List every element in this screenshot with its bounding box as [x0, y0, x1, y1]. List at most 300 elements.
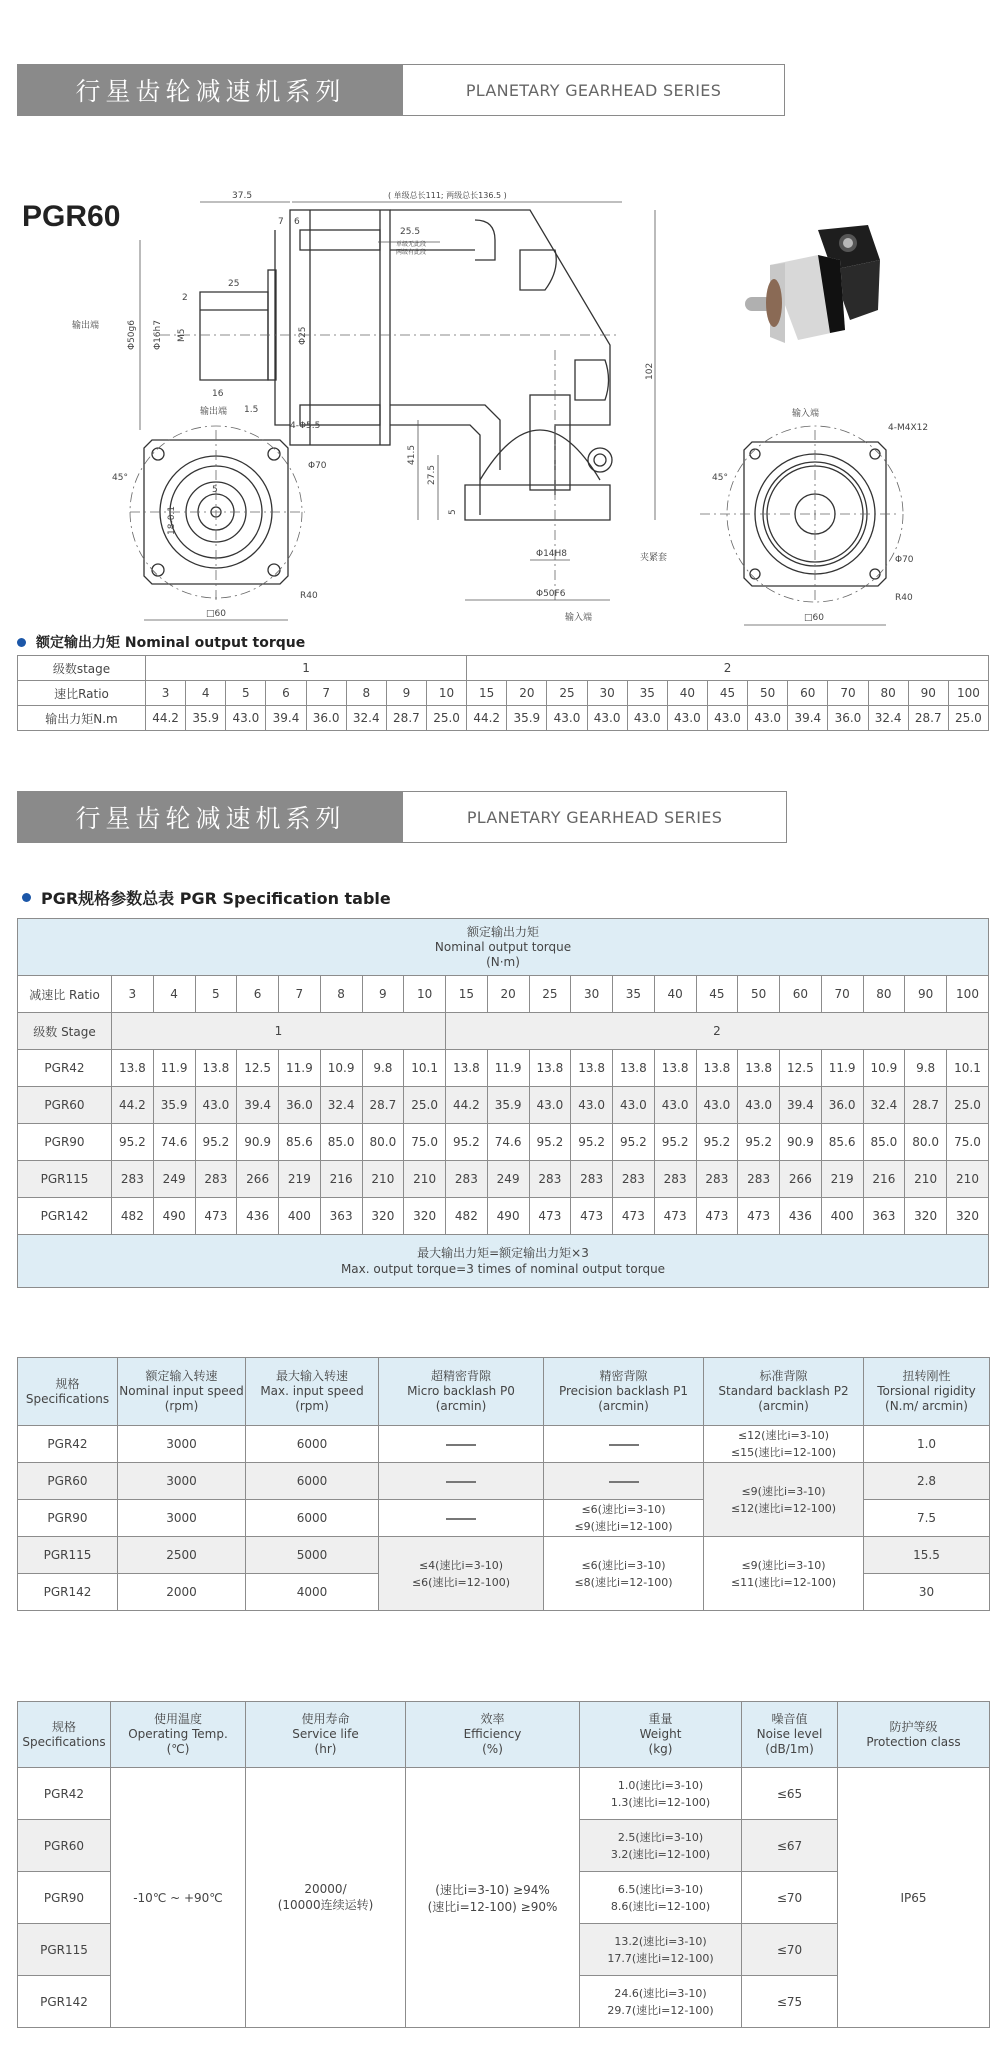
torque-cell: 320 — [404, 1198, 446, 1235]
torque-cell: 43.0 — [529, 1087, 571, 1124]
nominal-speed: 3000 — [118, 1426, 246, 1463]
header-cn: 使用温度 — [153, 1712, 202, 1726]
noise: ≤65 — [742, 1768, 838, 1820]
nominal-speed: 3000 — [118, 1500, 246, 1537]
torque-cell: 25.0 — [426, 706, 466, 731]
column-header — [742, 1702, 838, 1768]
dash-icon — [446, 1518, 476, 1520]
ratio-cell: 25 — [529, 976, 571, 1013]
torque-cell: 95.2 — [112, 1124, 154, 1161]
p0-empty — [379, 1426, 544, 1463]
bullet-icon — [17, 638, 26, 647]
column-header — [111, 1702, 246, 1768]
torque-cell: 9.8 — [905, 1050, 947, 1087]
torque-cell: 13.8 — [446, 1050, 488, 1087]
ratio-cell: 35 — [627, 681, 667, 706]
torque-cell: 43.0 — [587, 706, 627, 731]
torque-cell: 95.2 — [571, 1124, 613, 1161]
dim-5: 5 — [448, 509, 458, 515]
torque-cell: 75.0 — [404, 1124, 446, 1161]
torque-cell: 363 — [863, 1198, 905, 1235]
torque-cell: 10.9 — [320, 1050, 362, 1087]
ratio-cell: 10 — [404, 976, 446, 1013]
torque-cell: 95.2 — [613, 1124, 655, 1161]
header-unit: (%) — [482, 1742, 503, 1756]
header-en: Operating Temp. — [128, 1727, 228, 1741]
torque-cell: 75.0 — [947, 1124, 989, 1161]
stage-label: 级数stage — [18, 656, 146, 681]
product-photo — [740, 225, 900, 360]
ratio-cell: 4 — [186, 681, 226, 706]
torque-cell: 10.1 — [404, 1050, 446, 1087]
max-speed: 6000 — [246, 1500, 379, 1537]
dim-phi14h8: Φ14H8 — [536, 549, 568, 559]
model-cell: PGR115 — [18, 1537, 118, 1574]
max-speed: 6000 — [246, 1463, 379, 1500]
dim-27-5: 27.5 — [427, 464, 437, 485]
dim-m5: M5 — [177, 328, 187, 342]
header-unit: (℃) — [166, 1742, 190, 1756]
torque-cell: 210 — [905, 1161, 947, 1198]
spec-table-header: 额定输出力矩 Nominal output torque (N·m) — [18, 919, 989, 976]
header-cn: 噪音值 — [771, 1712, 808, 1726]
column-header — [864, 1358, 990, 1426]
header-cn: 重量 — [648, 1712, 673, 1726]
torque-cell: 85.0 — [320, 1124, 362, 1161]
torque-cell: 11.9 — [279, 1050, 321, 1087]
nominal-speed: 3000 — [118, 1463, 246, 1500]
model-cell: PGR42 — [18, 1768, 111, 1820]
max-speed: 6000 — [246, 1426, 379, 1463]
torque-cell: 490 — [487, 1198, 529, 1235]
general-spec-table — [17, 1701, 990, 2028]
note-two-stage: 两级有此段 — [396, 249, 427, 256]
torque-cell: 35.9 — [153, 1087, 195, 1124]
max-speed: 4000 — [246, 1574, 379, 1611]
torque-cell: 35.9 — [487, 1087, 529, 1124]
torque-cell: 283 — [654, 1161, 696, 1198]
torque-cell: 25.0 — [948, 706, 988, 731]
header-unit: (dB/1m) — [765, 1742, 814, 1756]
header-unit: (rpm) — [164, 1399, 199, 1413]
dim-r40-input: R40 — [895, 593, 913, 603]
model-cell: PGR60 — [18, 1087, 112, 1124]
torque-cell: 400 — [279, 1198, 321, 1235]
torque-cell: 39.4 — [237, 1087, 279, 1124]
torque-cell: 85.0 — [863, 1124, 905, 1161]
torque-cell: 74.6 — [487, 1124, 529, 1161]
torque-cell: 13.8 — [654, 1050, 696, 1087]
table-row — [18, 1124, 989, 1161]
weight: 13.2(速比i=3-10) 17.7(速比i=12-100) — [580, 1924, 742, 1976]
torque-cell: 85.6 — [279, 1124, 321, 1161]
speed-backlash-table — [17, 1357, 990, 1611]
header-en: Specifications — [25, 1391, 110, 1406]
dim-phi70-output: Φ70 — [308, 461, 327, 471]
p2-backlash: ≤12(速比i=3-10) ≤15(速比i=12-100) — [704, 1426, 864, 1463]
torque-cell: 43.0 — [571, 1087, 613, 1124]
ratio-cell: 8 — [320, 976, 362, 1013]
header-unit: (kg) — [648, 1742, 673, 1756]
torque-cell: 43.0 — [738, 1087, 780, 1124]
header-unit: (rpm) — [295, 1399, 329, 1413]
torque-cell: 36.0 — [828, 706, 868, 731]
p1-backlash: ≤6(速比i=3-10) ≤8(速比i=12-100) — [544, 1537, 704, 1611]
torque-cell: 320 — [905, 1198, 947, 1235]
noise: ≤67 — [742, 1820, 838, 1872]
header-en: Efficiency — [463, 1727, 522, 1741]
dim-total-length-note: ( 单级总长111; 两级总长136.5 ) — [388, 191, 507, 200]
header-en: Nominal input speed — [119, 1384, 244, 1398]
torque-cell: 35.9 — [186, 706, 226, 731]
torque-cell: 43.0 — [226, 706, 266, 731]
ratio-cell: 5 — [226, 681, 266, 706]
dim-25-5: 25.5 — [400, 227, 421, 237]
torque-cell: 219 — [279, 1161, 321, 1198]
label-output-end-view: 输出端 — [200, 407, 228, 417]
header-cn: 规格 — [55, 1376, 80, 1391]
torque-cell: 13.8 — [112, 1050, 154, 1087]
dim-angle-input: 45° — [712, 473, 728, 483]
spec-section-title: PGR规格参数总表 PGR Specification table — [22, 886, 391, 909]
column-header — [838, 1702, 990, 1768]
ratio-cell: 35 — [613, 976, 655, 1013]
dim-16: 16 — [212, 389, 224, 399]
torque-cell: 95.2 — [195, 1124, 237, 1161]
note-single-stage: 单级无此段 — [396, 241, 427, 248]
p0-empty — [379, 1463, 544, 1500]
torque-cell: 43.0 — [627, 706, 667, 731]
torque-cell: 12.5 — [780, 1050, 822, 1087]
banner-title-en: PLANETARY GEARHEAD SERIES — [403, 792, 786, 842]
header-en: Max. input speed — [260, 1384, 364, 1398]
torque-cell: 90.9 — [237, 1124, 279, 1161]
torque-cell: 43.0 — [748, 706, 788, 731]
weight: 24.6(速比i=3-10) 29.7(速比i=12-100) — [580, 1976, 742, 2028]
table-row — [18, 1050, 989, 1087]
dim-phi50f6: Φ50F6 — [536, 589, 566, 599]
dim-37-5: 37.5 — [232, 191, 253, 201]
model-cell: PGR42 — [18, 1426, 118, 1463]
dim-sq60-input: □60 — [804, 613, 824, 623]
torque-cell: 249 — [487, 1161, 529, 1198]
table-row — [18, 1198, 989, 1235]
ratio-label: 速比Ratio — [18, 681, 146, 706]
header-unit: (arcmin) — [598, 1399, 649, 1413]
ratio-cell: 5 — [195, 976, 237, 1013]
rigidity: 15.5 — [864, 1537, 990, 1574]
torque-cell: 44.2 — [146, 706, 186, 731]
torque-cell: 473 — [529, 1198, 571, 1235]
torque-cell: 32.4 — [863, 1087, 905, 1124]
banner-title-cn: 行星齿轮减速机系列 — [18, 792, 403, 842]
torque-cell: 219 — [821, 1161, 863, 1198]
torque-cell: 90.9 — [780, 1124, 822, 1161]
torque-cell: 32.4 — [868, 706, 908, 731]
torque-cell: 43.0 — [696, 1087, 738, 1124]
torque-cell: 436 — [237, 1198, 279, 1235]
torque-label: 输出力矩N.m — [18, 706, 146, 731]
torque-cell: 25.0 — [404, 1087, 446, 1124]
banner-title-cn: 行星齿轮减速机系列 — [18, 65, 403, 115]
p0-backlash: ≤4(速比i=3-10) ≤6(速比i=12-100) — [379, 1537, 544, 1611]
torque-cell: 43.0 — [613, 1087, 655, 1124]
torque-cell: 39.4 — [788, 706, 828, 731]
torque-cell: 320 — [947, 1198, 989, 1235]
column-header — [406, 1702, 580, 1768]
torque-cell: 85.6 — [821, 1124, 863, 1161]
column-header — [118, 1358, 246, 1426]
torque-cell: 44.2 — [446, 1087, 488, 1124]
model-cell: PGR42 — [18, 1050, 112, 1087]
torque-cell: 36.0 — [306, 706, 346, 731]
ratio-cell: 45 — [696, 976, 738, 1013]
header-cn: 扭转刚性 — [902, 1369, 951, 1383]
torque-cell: 32.4 — [320, 1087, 362, 1124]
column-header — [18, 1702, 111, 1768]
p0-empty — [379, 1500, 544, 1537]
ratio-cell: 20 — [487, 976, 529, 1013]
torque-cell: 13.8 — [571, 1050, 613, 1087]
torque-cell: 10.9 — [863, 1050, 905, 1087]
torque-cell: 249 — [153, 1161, 195, 1198]
header-en: Precision backlash P1 — [558, 1384, 689, 1398]
protection-class: IP65 — [838, 1768, 990, 2028]
torque-table — [17, 655, 989, 731]
torque-cell: 36.0 — [821, 1087, 863, 1124]
p1-backlash: ≤6(速比i=3-10) ≤9(速比i=12-100) — [544, 1500, 704, 1537]
torque-cell: 210 — [404, 1161, 446, 1198]
ratio-cell: 9 — [386, 681, 426, 706]
label-input-end-side: 输入端 — [565, 613, 593, 623]
dim-6: 6 — [294, 217, 300, 227]
header-unit: (N.m/ arcmin) — [885, 1399, 968, 1413]
model-cell: PGR115 — [18, 1924, 111, 1976]
table-row — [18, 1087, 989, 1124]
stage-cell: 2 — [446, 1013, 989, 1050]
dim-102: 102 — [645, 362, 655, 380]
ratio-cell: 80 — [863, 976, 905, 1013]
torque-cell: 10.1 — [947, 1050, 989, 1087]
weight: 1.0(速比i=3-10) 1.3(速比i=12-100) — [580, 1768, 742, 1820]
torque-cell: 283 — [195, 1161, 237, 1198]
stage-cell: 2 — [467, 656, 989, 681]
torque-cell: 35.9 — [507, 706, 547, 731]
ratio-cell: 15 — [467, 681, 507, 706]
torque-cell: 283 — [696, 1161, 738, 1198]
torque-cell: 12.5 — [237, 1050, 279, 1087]
ratio-cell: 45 — [707, 681, 747, 706]
torque-cell: 13.8 — [613, 1050, 655, 1087]
torque-cell: 28.7 — [908, 706, 948, 731]
torque-cell: 43.0 — [195, 1087, 237, 1124]
header-en: Specifications — [22, 1734, 106, 1749]
torque-cell: 95.2 — [654, 1124, 696, 1161]
ratio-cell: 60 — [788, 681, 828, 706]
dim-phi25: Φ25 — [298, 326, 308, 345]
table-row — [18, 1161, 989, 1198]
torque-cell: 36.0 — [279, 1087, 321, 1124]
column-header — [544, 1358, 704, 1426]
column-header — [704, 1358, 864, 1426]
torque-section-title: 额定输出力矩 Nominal output torque — [17, 632, 305, 652]
torque-cell: 28.7 — [386, 706, 426, 731]
torque-cell: 283 — [112, 1161, 154, 1198]
model-cell: PGR142 — [18, 1976, 111, 2028]
stage-label: 级数 Stage — [18, 1013, 112, 1050]
p2-backlash: ≤9(速比i=3-10) ≤12(速比i=12-100) — [704, 1463, 864, 1537]
torque-cell: 28.7 — [905, 1087, 947, 1124]
header-cn: 超精密背隙 — [430, 1369, 491, 1383]
dim-holes-output: 4-Φ5.5 — [290, 421, 321, 431]
torque-cell: 13.8 — [738, 1050, 780, 1087]
ratio-cell: 8 — [346, 681, 386, 706]
torque-cell: 43.0 — [547, 706, 587, 731]
series-banner-2 — [17, 791, 787, 843]
ratio-cell: 40 — [667, 681, 707, 706]
bullet-icon — [22, 893, 31, 902]
header-unit: (hr) — [314, 1742, 337, 1756]
weight: 2.5(速比i=3-10) 3.2(速比i=12-100) — [580, 1820, 742, 1872]
ratio-cell: 9 — [362, 976, 404, 1013]
torque-cell: 482 — [112, 1198, 154, 1235]
ratio-cell: 90 — [905, 976, 947, 1013]
model-cell: PGR90 — [18, 1500, 118, 1537]
torque-cell: 283 — [529, 1161, 571, 1198]
column-header — [18, 1358, 118, 1426]
torque-cell: 95.2 — [529, 1124, 571, 1161]
ratio-cell: 50 — [748, 681, 788, 706]
ratio-cell: 100 — [948, 681, 988, 706]
weight: 6.5(速比i=3-10) 8.6(速比i=12-100) — [580, 1872, 742, 1924]
dim-key-18: 18-0.1 — [167, 505, 177, 535]
model-title: PGR60 — [22, 200, 121, 233]
torque-cell: 210 — [947, 1161, 989, 1198]
model-cell: PGR60 — [18, 1463, 118, 1500]
banner-title-en: PLANETARY GEARHEAD SERIES — [403, 65, 784, 115]
header-en: Micro backlash P0 — [407, 1384, 515, 1398]
dim-25: 25 — [228, 279, 240, 289]
header-en: Service life — [292, 1727, 359, 1741]
dim-7: 7 — [278, 217, 284, 227]
nominal-speed: 2500 — [118, 1537, 246, 1574]
noise: ≤70 — [742, 1872, 838, 1924]
ratio-cell: 3 — [146, 681, 186, 706]
torque-cell: 95.2 — [446, 1124, 488, 1161]
ratio-cell: 50 — [738, 976, 780, 1013]
header-unit: (arcmin) — [758, 1399, 809, 1413]
model-cell: PGR142 — [18, 1198, 112, 1235]
torque-cell: 473 — [738, 1198, 780, 1235]
header-cn: 额定输入转速 — [145, 1369, 218, 1383]
operating-temp: -10℃ ~ +90℃ — [111, 1768, 246, 2028]
efficiency: (速比i=3-10) ≥94% (速比i=12-100) ≥90% — [406, 1768, 580, 2028]
stage-cell: 1 — [112, 1013, 446, 1050]
spec-table-footer: 最大输出力矩=额定输出力矩×3 Max. output torque=3 times of nominal output torque — [18, 1235, 989, 1288]
torque-cell: 25.0 — [947, 1087, 989, 1124]
torque-cell: 436 — [780, 1198, 822, 1235]
torque-cell: 266 — [780, 1161, 822, 1198]
torque-cell: 216 — [320, 1161, 362, 1198]
torque-cell: 9.8 — [362, 1050, 404, 1087]
torque-cell: 95.2 — [696, 1124, 738, 1161]
dim-phi50g6: Φ50g6 — [127, 320, 137, 350]
torque-cell: 11.9 — [821, 1050, 863, 1087]
dash-icon — [609, 1481, 639, 1483]
torque-cell: 11.9 — [487, 1050, 529, 1087]
torque-cell: 210 — [362, 1161, 404, 1198]
column-header — [246, 1702, 406, 1768]
torque-cell: 11.9 — [153, 1050, 195, 1087]
model-cell: PGR60 — [18, 1820, 111, 1872]
p2-backlash: ≤9(速比i=3-10) ≤11(速比i=12-100) — [704, 1537, 864, 1611]
torque-cell: 482 — [446, 1198, 488, 1235]
torque-cell: 39.4 — [780, 1087, 822, 1124]
noise: ≤70 — [742, 1924, 838, 1976]
rigidity: 1.0 — [864, 1426, 990, 1463]
column-header — [580, 1702, 742, 1768]
torque-cell: 43.0 — [707, 706, 747, 731]
torque-cell: 44.2 — [467, 706, 507, 731]
torque-cell: 283 — [446, 1161, 488, 1198]
header-cn: 规格 — [51, 1719, 76, 1734]
dim-2: 2 — [182, 293, 188, 303]
torque-cell: 32.4 — [346, 706, 386, 731]
label-output-end-side: 输出端 — [72, 321, 100, 331]
ratio-cell: 3 — [112, 976, 154, 1013]
torque-cell: 490 — [153, 1198, 195, 1235]
ratio-cell: 30 — [587, 681, 627, 706]
ratio-cell: 60 — [780, 976, 822, 1013]
torque-cell: 80.0 — [362, 1124, 404, 1161]
ratio-cell: 30 — [571, 976, 613, 1013]
p1-empty — [544, 1463, 704, 1500]
torque-cell: 28.7 — [362, 1087, 404, 1124]
header-cn: 使用寿命 — [301, 1712, 350, 1726]
rigidity: 30 — [864, 1574, 990, 1611]
header-cn: 精密背隙 — [599, 1369, 648, 1383]
rigidity: 2.8 — [864, 1463, 990, 1500]
torque-cell: 473 — [571, 1198, 613, 1235]
header-en: Noise level — [756, 1727, 823, 1741]
ratio-cell: 6 — [237, 976, 279, 1013]
ratio-label: 减速比 Ratio — [18, 976, 112, 1013]
torque-cell: 283 — [571, 1161, 613, 1198]
model-cell: PGR90 — [18, 1124, 112, 1161]
ratio-cell: 70 — [821, 976, 863, 1013]
max-speed: 5000 — [246, 1537, 379, 1574]
dim-r40-output: R40 — [300, 591, 318, 601]
ratio-cell: 6 — [266, 681, 306, 706]
ratio-cell: 7 — [306, 681, 346, 706]
torque-cell: 473 — [696, 1198, 738, 1235]
noise: ≤75 — [742, 1976, 838, 2028]
torque-cell: 473 — [195, 1198, 237, 1235]
model-cell: PGR142 — [18, 1574, 118, 1611]
header-en: Weight — [639, 1727, 682, 1741]
torque-cell: 266 — [237, 1161, 279, 1198]
torque-cell: 95.2 — [738, 1124, 780, 1161]
torque-cell: 283 — [738, 1161, 780, 1198]
ratio-cell: 40 — [654, 976, 696, 1013]
spec-table — [17, 918, 989, 1288]
torque-cell: 43.0 — [667, 706, 707, 731]
torque-cell: 39.4 — [266, 706, 306, 731]
torque-cell: 44.2 — [112, 1087, 154, 1124]
header-en: Torsional rigidity — [877, 1384, 976, 1398]
header-cn: 效率 — [480, 1712, 505, 1726]
torque-cell: 363 — [320, 1198, 362, 1235]
